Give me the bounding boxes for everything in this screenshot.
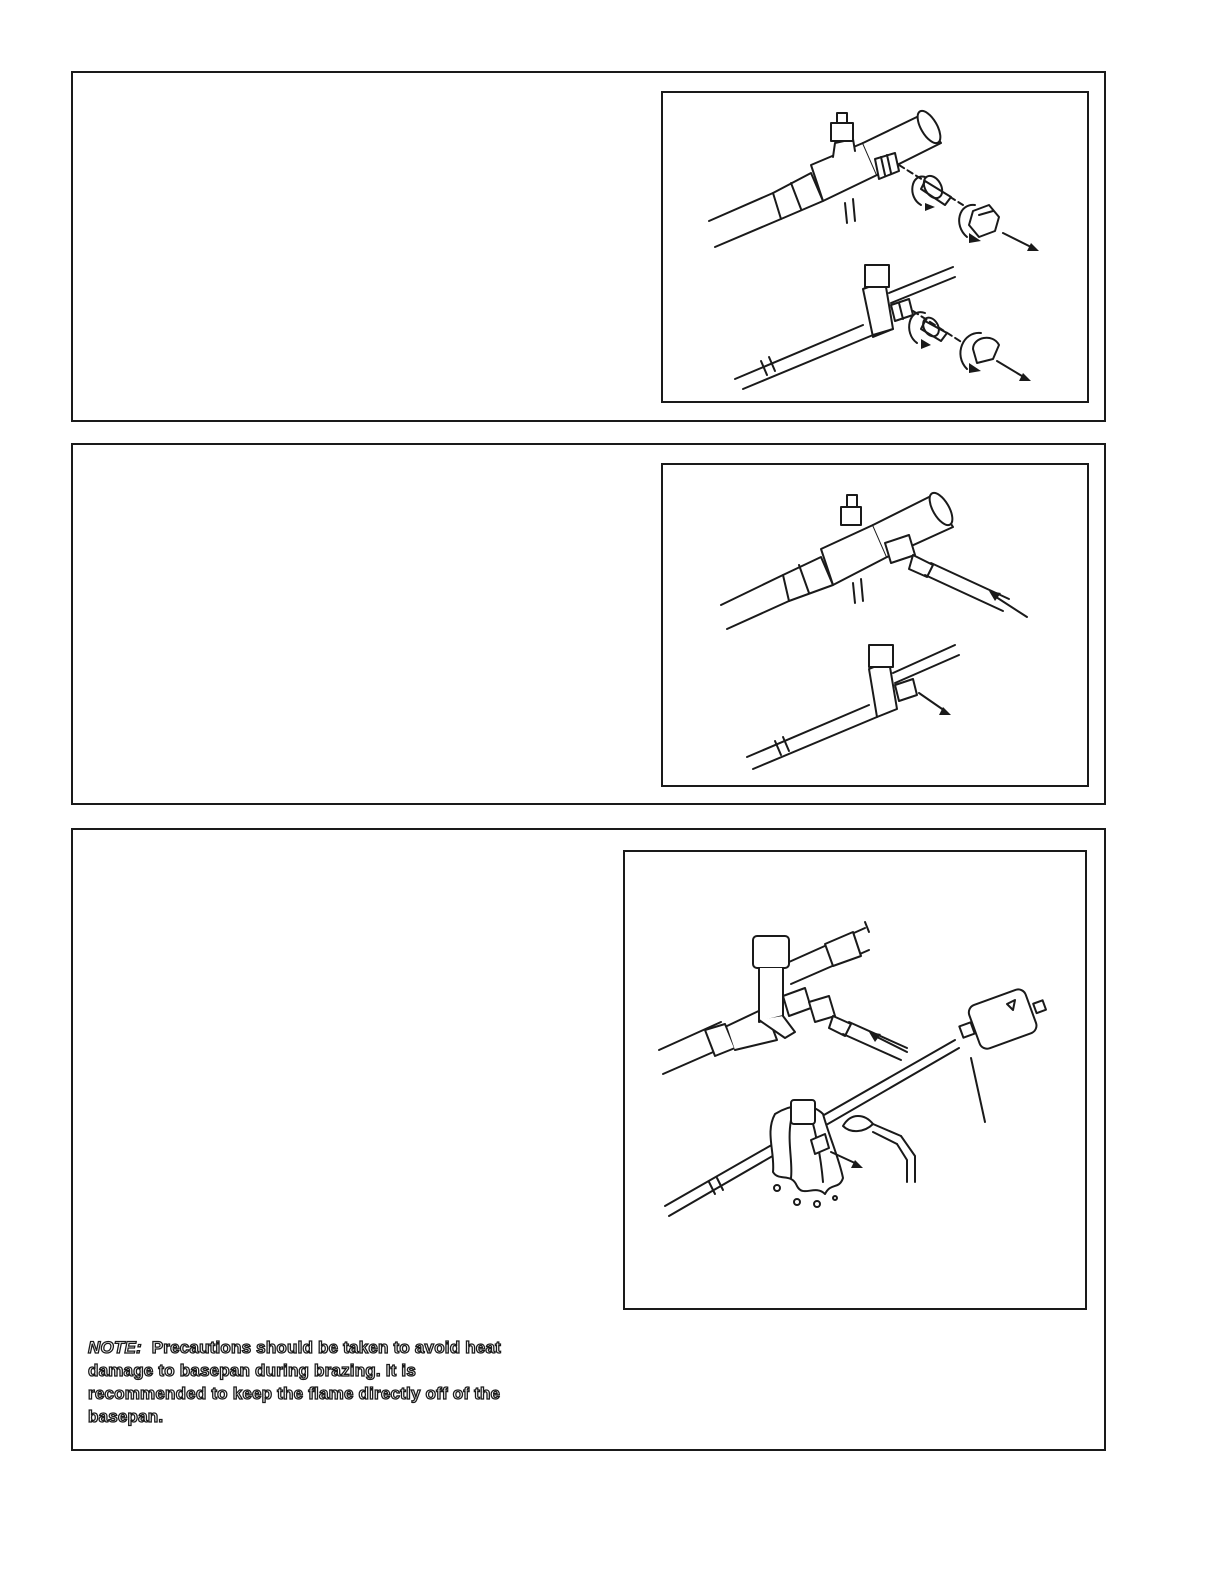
liquid-service-valve-2	[747, 645, 959, 769]
step-panel-3	[71, 828, 1106, 1451]
figure-brazing-filter-drier	[623, 850, 1087, 1310]
brazing-torch	[843, 1116, 915, 1182]
note-label: NOTE:	[88, 1338, 142, 1357]
filter-drier	[959, 987, 1046, 1051]
valve-cap-1	[969, 205, 999, 237]
step-panel-2	[71, 443, 1106, 805]
valve-core-2	[920, 315, 947, 341]
note-text: Precautions should be taken to avoid heat damage to basepan during brazing. It is recommended to keep the flame directly off of the basepan.	[88, 1338, 501, 1426]
manifold-hose-1	[925, 563, 1009, 611]
figure-connect-hoses	[661, 463, 1089, 787]
service-valve-tee	[659, 922, 869, 1074]
suction-service-valve	[709, 107, 945, 247]
valve-cap-2	[973, 338, 999, 363]
brazing-note	[88, 1336, 508, 1428]
suction-service-valve-2	[721, 489, 957, 629]
step-panel-1	[71, 71, 1106, 422]
figure-remove-valve-cores	[661, 91, 1089, 403]
